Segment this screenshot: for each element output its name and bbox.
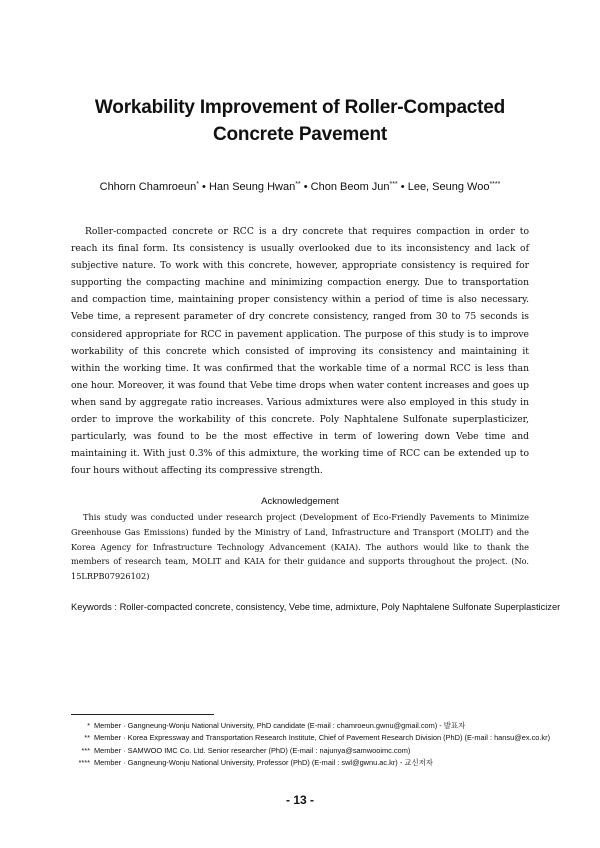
author-name: Han Seung Hwan <box>208 181 296 193</box>
footnote-text: Member · Gangneung-Wonju National University, Professor (PhD) (E-mail : swl@gwnu.ac.kr) - 교신저자 <box>94 757 433 767</box>
footnote-text: Member · SAMWOO IMC Co. Ltd. Senior researcher (PhD) (E-mail : najunya@samwooimc.com) <box>94 745 411 755</box>
keywords-text: Roller-compacted concrete, consistency, Vebe time, admixture, Poly Naphtalene Sulfonate Superplasticizer <box>119 602 561 612</box>
author-separator: • <box>202 181 206 193</box>
author-mark: *** <box>389 181 398 188</box>
author-list <box>30 178 570 194</box>
acknowledgement-text: This study was conducted under research project (Development of Eco-Friendly Pavements to Minimize Greenhouse Gas Emissions) funded by the Ministry of Land, Infrastructure and Transport (MOLIT) and the Korea Agency for Infrastructure Technology Advancement (KAIA). The authors would like to thank the members of research team, MOLIT and KAIA for their guidance and supports throughout the project. (No. 15LRPB07926102) <box>71 512 529 582</box>
page-number: - 13 - <box>285 793 314 807</box>
author-mark: * <box>196 181 199 188</box>
keywords-label: Keywords : <box>71 602 117 612</box>
author-name: Chhorn Chamroeun <box>99 181 197 193</box>
footnotes <box>64 720 551 769</box>
abstract-text: Roller-compacted concrete or RCC is a dry concrete that requires compaction in order to reach its final form. Its consistency is usually overlooked due to its inconsistency and lack of subjective nature. To work with this concrete, however, appropriate consistency is required for supporting the compacting machine and minimizing compaction energy. Due to transportation and compaction time, maintaining proper consistency within a period of time is also necessary. Vebe time, a represent parameter of dry concrete consistency, ranged from 30 to 75 seconds is considered appropriate for RCC in pavement application. The purpose of this study is to improve workability of this concrete which consisted of improving its consistency and maintaining it within the working time. It was confirmed that the workable time of a normal RCC is less than one hour. Moreover, it was found that Vebe time drops when water content increases and goes up when sand by aggregate ratio increases. Various admixtures were also employed in this study in order to improve the workability of this concrete. Poly Naphtalene Sulfonate superplasticizer, particularly, was found to be the most effective in term of lowering down Vebe time and maintaining it. With just 0.3% of this admixture, the working time of RCC can be extended up to four hours without affecting its compressive strength. <box>71 226 529 477</box>
acknowledgement-heading: Acknowledgement <box>261 496 339 507</box>
author-name: Chon Beom Jun <box>310 181 390 193</box>
footnote-mark: **** <box>78 757 90 767</box>
title-line-2: Concrete Pavement <box>212 124 387 145</box>
footnote-mark: *** <box>81 745 90 755</box>
paper-title <box>40 94 560 148</box>
footnote-text: Member · Korea Expressway and Transportation Research Institute, Chief of Pavement Research Division (PhD) (E-mail : hansu@ex.co.kr) <box>94 733 551 743</box>
footnote-text: Member · Gangneung-Wonju National University, PhD candidate (E-mail : chamroeun.gwnu@gmail.com) - 발표자 <box>94 721 466 730</box>
footnote <box>64 732 551 744</box>
title-line-1: Workability Improvement of Roller-Compacted <box>94 97 506 118</box>
footnote-mark: * <box>87 721 90 730</box>
author-mark: **** <box>489 181 501 188</box>
author-separator: • <box>303 181 308 193</box>
author-name: Lee, Seung Woo <box>407 181 490 193</box>
footnote <box>64 720 534 732</box>
footnote-divider <box>71 714 214 715</box>
footnote <box>64 745 534 757</box>
keywords-line <box>71 601 561 613</box>
footnote <box>64 757 534 769</box>
author-separator: • <box>400 181 405 193</box>
author-mark: ** <box>295 181 301 188</box>
footnote-mark: ** <box>84 733 90 743</box>
